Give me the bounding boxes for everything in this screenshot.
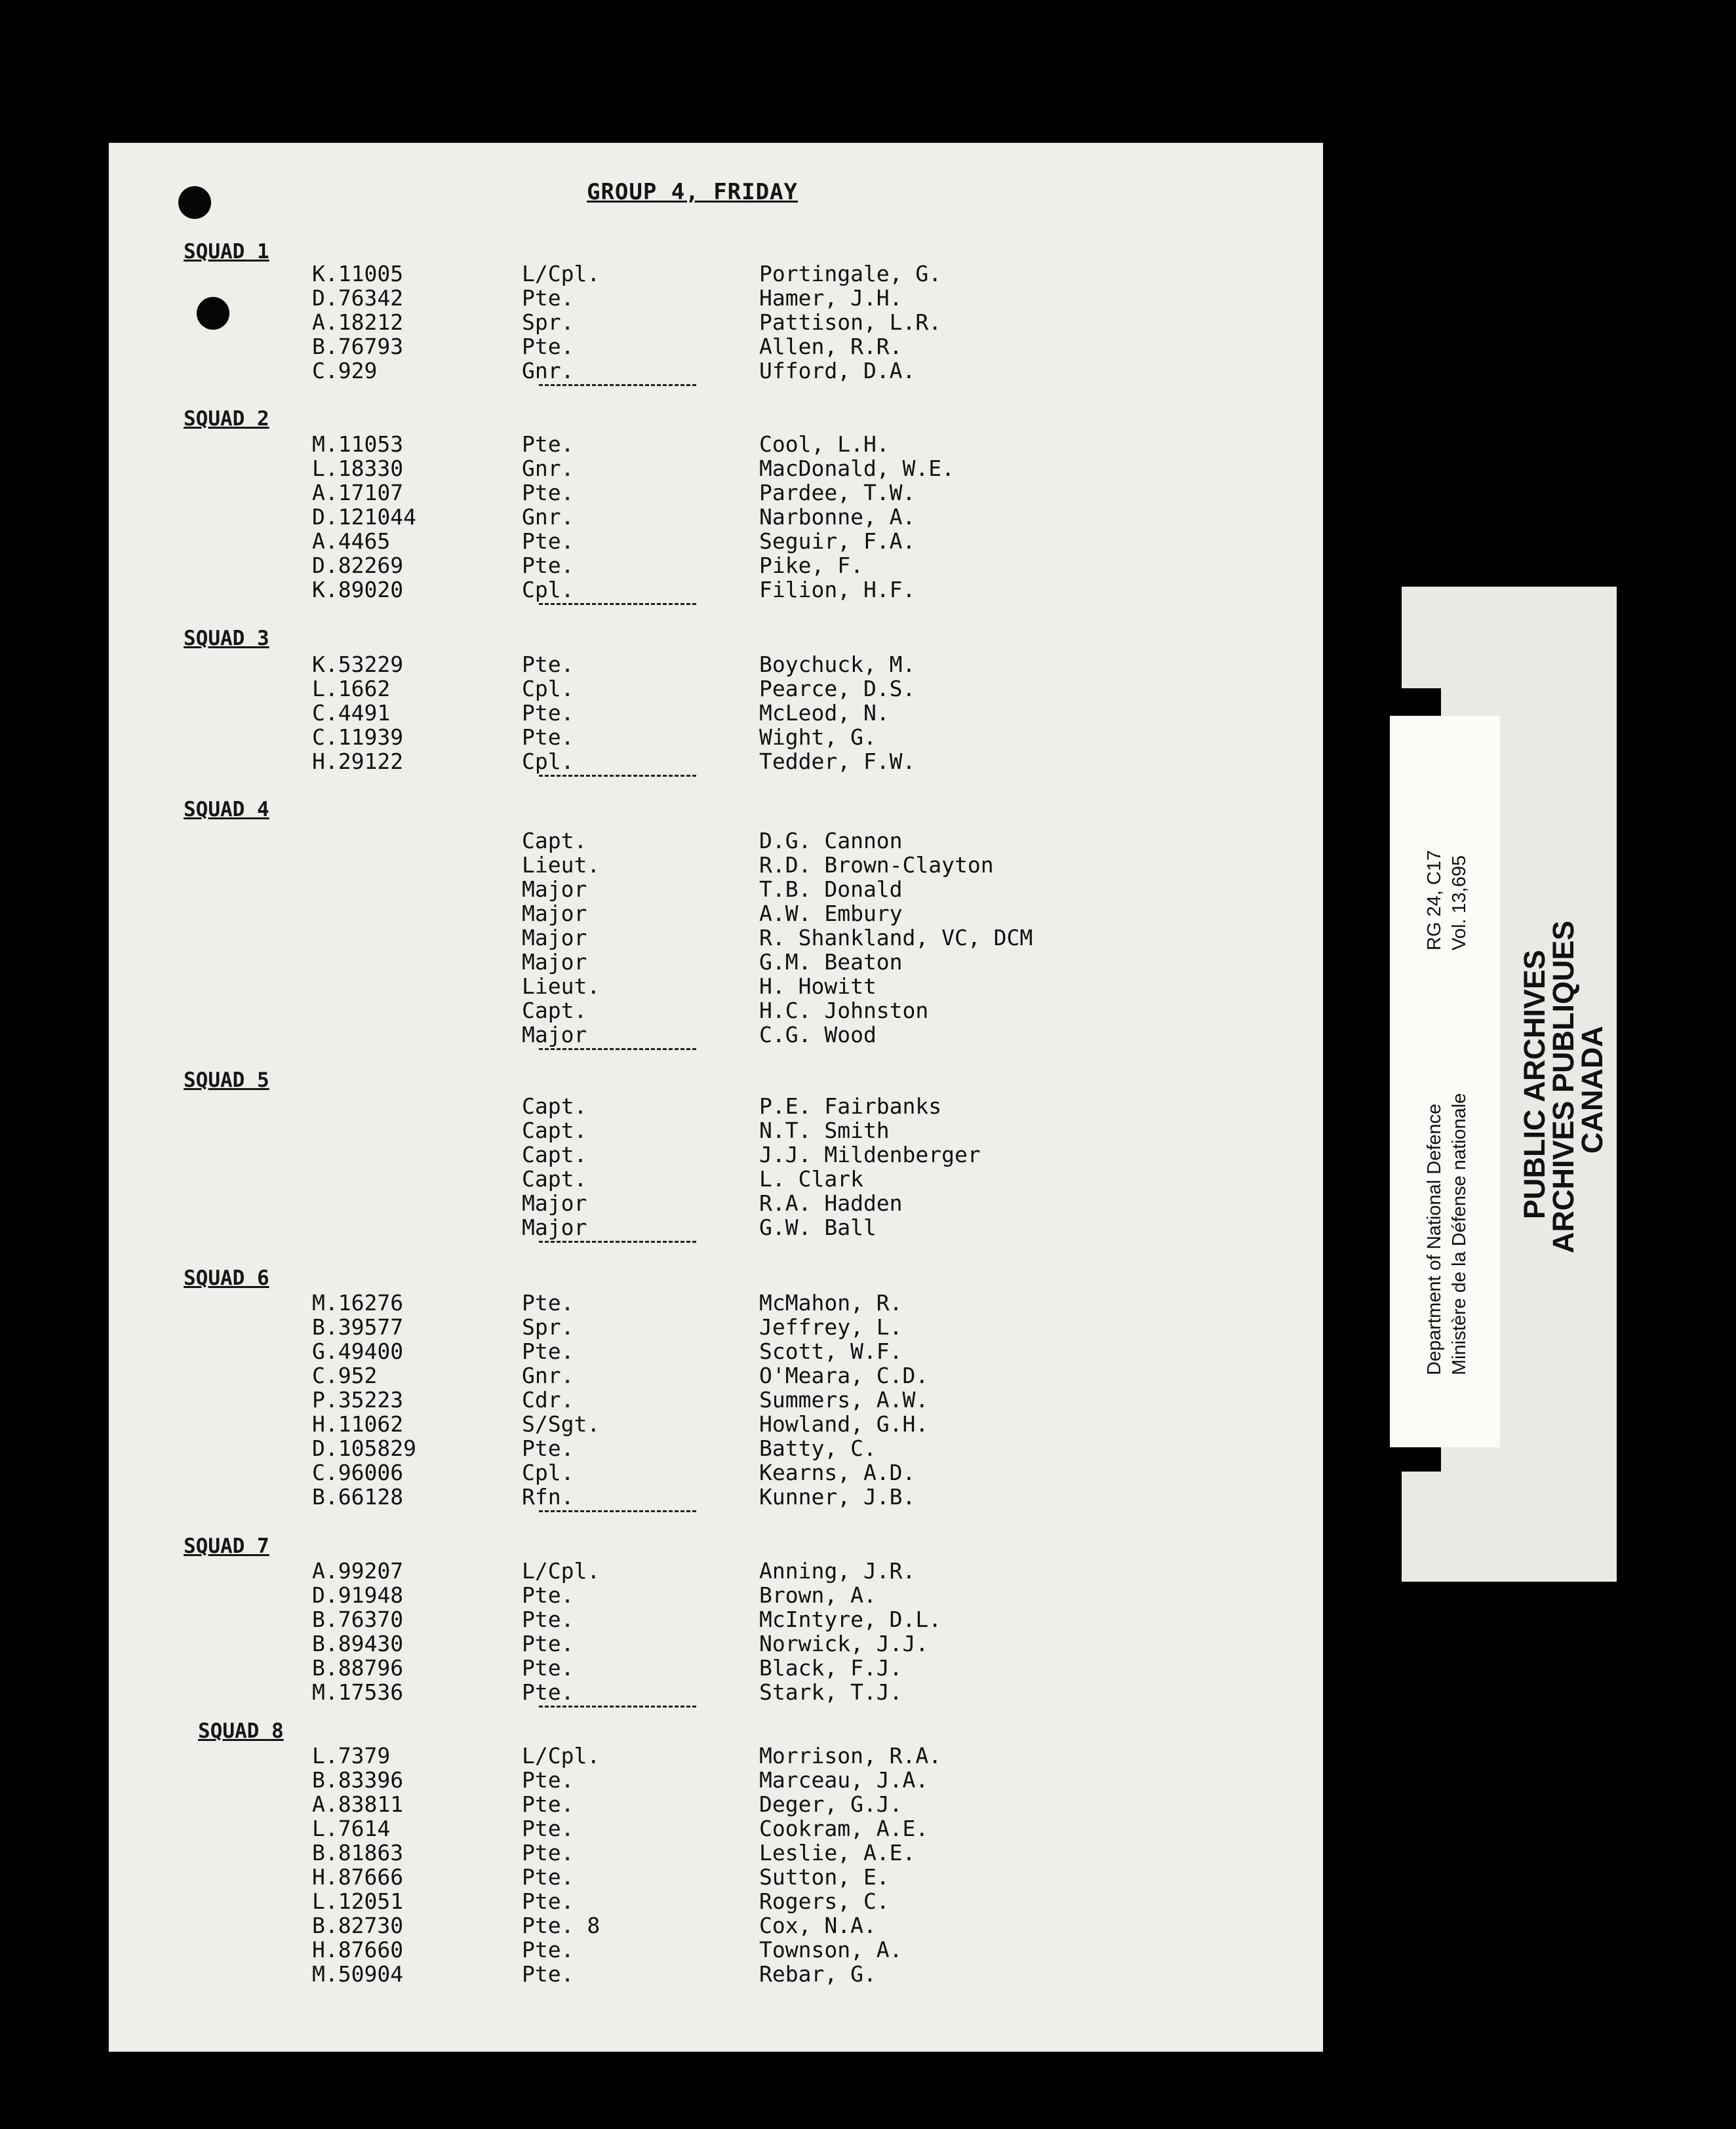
service-number: M.50904 <box>312 1961 404 1987</box>
member-name: D.G. Cannon <box>759 828 903 853</box>
member-name: Sutton, E. <box>759 1864 890 1890</box>
rank: Cpl. <box>522 1460 574 1485</box>
service-number: B.83396 <box>312 1767 404 1793</box>
service-number: C.11939 <box>312 724 404 750</box>
rank: Pte. <box>522 652 574 677</box>
squad-separator <box>539 1241 696 1243</box>
rank: Pte. <box>522 1631 574 1656</box>
archive-reference-2: Vol. 13,695 <box>1449 855 1470 950</box>
member-name: R.D. Brown-Clayton <box>759 852 994 878</box>
member-name: Narbonne, A. <box>759 504 916 530</box>
rank: Spr. <box>522 1314 574 1340</box>
member-name: Hamer, J.H. <box>759 285 903 311</box>
rank: Capt. <box>522 1166 587 1192</box>
squad-label: SQUAD 1 <box>184 240 269 264</box>
service-number: C.96006 <box>312 1460 404 1485</box>
member-name: G.W. Ball <box>759 1215 877 1240</box>
service-number: A.18212 <box>312 309 404 335</box>
service-number: G.49400 <box>312 1338 404 1364</box>
member-name: Leslie, A.E. <box>759 1840 916 1865</box>
service-number: D.91948 <box>312 1582 404 1608</box>
service-number: L.7614 <box>312 1816 391 1841</box>
rank: Pte. <box>522 431 574 457</box>
service-number: C.4491 <box>312 700 391 726</box>
service-number: L.7379 <box>312 1743 391 1768</box>
rank: Capt. <box>522 1118 587 1143</box>
member-name: Marceau, J.A. <box>759 1767 929 1793</box>
archive-name-en: PUBLIC ARCHIVES <box>1518 950 1551 1219</box>
squad-separator <box>539 775 696 777</box>
rank: Pte. <box>522 1961 574 1987</box>
rank: Pte. <box>522 480 574 505</box>
member-name: H.C. Johnston <box>759 998 929 1023</box>
member-name: McMahon, R. <box>759 1290 903 1316</box>
squad-separator <box>539 1706 696 1708</box>
service-number: C.929 <box>312 358 378 383</box>
squad-label: SQUAD 8 <box>198 1719 284 1743</box>
squad-separator <box>539 1048 696 1050</box>
rank: Cdr. <box>522 1387 574 1413</box>
rank: Pte. <box>522 1436 574 1461</box>
rank: Pte. <box>522 700 574 726</box>
service-number: L.18330 <box>312 456 404 481</box>
rank: Pte. <box>522 528 574 554</box>
rank: Capt. <box>522 998 587 1023</box>
rank: Rfn. <box>522 1484 574 1510</box>
punch-hole <box>197 297 229 330</box>
service-number: A.83811 <box>312 1791 404 1817</box>
service-number: B.82730 <box>312 1913 404 1938</box>
rank: Pte. <box>522 285 574 311</box>
member-name: P.E. Fairbanks <box>759 1093 942 1119</box>
rank: Cpl. <box>522 676 574 701</box>
service-number: B.76370 <box>312 1607 404 1632</box>
member-name: Norwick, J.J. <box>759 1631 929 1656</box>
member-name: Stark, T.J. <box>759 1679 903 1705</box>
member-name: Cool, L.H. <box>759 431 890 457</box>
rank: Major <box>522 876 587 902</box>
member-name: Rogers, C. <box>759 1888 890 1914</box>
archive-name-fr: ARCHIVES PUBLIQUES <box>1547 920 1580 1253</box>
service-number: D.105829 <box>312 1436 416 1461</box>
member-name: Cookram, A.E. <box>759 1816 929 1841</box>
service-number: B.89430 <box>312 1631 404 1656</box>
dept-name-en: Department of National Defence <box>1424 1103 1445 1375</box>
document-page <box>109 143 1323 2052</box>
service-number: B.39577 <box>312 1314 404 1340</box>
member-name: MacDonald, W.E. <box>759 456 955 481</box>
service-number: D.82269 <box>312 553 404 578</box>
squad-separator <box>539 603 696 605</box>
rank: Pte. 8 <box>522 1913 601 1938</box>
rank: Pte. <box>522 553 574 578</box>
archive-country: CANADA <box>1575 1026 1609 1154</box>
member-name: Townson, A. <box>759 1937 903 1963</box>
rank: Gnr. <box>522 504 574 530</box>
rank: Gnr. <box>522 1363 574 1388</box>
squad-label: SQUAD 5 <box>184 1068 269 1092</box>
service-number: B.88796 <box>312 1655 404 1681</box>
member-name: Black, F.J. <box>759 1655 903 1681</box>
member-name: G.M. Beaton <box>759 949 903 975</box>
rank: Major <box>522 1022 587 1047</box>
member-name: Jeffrey, L. <box>759 1314 903 1340</box>
service-number: A.17107 <box>312 480 404 505</box>
rank: Spr. <box>522 309 574 335</box>
service-number: H.29122 <box>312 749 404 774</box>
rank: Pte. <box>522 1840 574 1865</box>
rank: Pte. <box>522 1791 574 1817</box>
rank: Capt. <box>522 828 587 853</box>
member-name: A.W. Embury <box>759 901 903 926</box>
member-name: R.A. Hadden <box>759 1190 903 1216</box>
service-number: L.1662 <box>312 676 391 701</box>
rank: Cpl. <box>522 577 574 602</box>
member-name: Pattison, L.R. <box>759 309 942 335</box>
member-name: Boychuck, M. <box>759 652 916 677</box>
squad-label: SQUAD 6 <box>184 1266 269 1290</box>
punch-hole <box>178 186 211 219</box>
member-name: Brown, A. <box>759 1582 877 1608</box>
service-number: K.11005 <box>312 261 404 286</box>
service-number: K.53229 <box>312 652 404 677</box>
service-number: D.76342 <box>312 285 404 311</box>
service-number: P.35223 <box>312 1387 404 1413</box>
member-name: Kearns, A.D. <box>759 1460 916 1485</box>
rank: Pte. <box>522 1767 574 1793</box>
rank: Pte. <box>522 1338 574 1364</box>
rank: Major <box>522 1190 587 1216</box>
member-name: Cox, N.A. <box>759 1913 877 1938</box>
member-name: R. Shankland, VC, DCM <box>759 925 1033 950</box>
rank: Pte. <box>522 1816 574 1841</box>
member-name: Scott, W.F. <box>759 1338 903 1364</box>
service-number: D.121044 <box>312 504 416 530</box>
member-name: N.T. Smith <box>759 1118 890 1143</box>
service-number: K.89020 <box>312 577 404 602</box>
member-name: McLeod, N. <box>759 700 890 726</box>
rank: Pte. <box>522 1937 574 1963</box>
rank: Pte. <box>522 1607 574 1632</box>
service-number: A.99207 <box>312 1558 404 1584</box>
member-name: McIntyre, D.L. <box>759 1607 942 1632</box>
service-number: H.11062 <box>312 1411 404 1437</box>
member-name: C.G. Wood <box>759 1022 877 1047</box>
service-number: A.4465 <box>312 528 391 554</box>
member-name: Howland, G.H. <box>759 1411 929 1437</box>
rank: L/Cpl. <box>522 1743 601 1768</box>
rank: Pte. <box>522 334 574 359</box>
service-number: B.66128 <box>312 1484 404 1510</box>
member-name: O'Meara, C.D. <box>759 1363 929 1388</box>
rank: Major <box>522 901 587 926</box>
rank: Gnr. <box>522 358 574 383</box>
rank: Pte. <box>522 1655 574 1681</box>
member-name: Pearce, D.S. <box>759 676 916 701</box>
service-number: M.17536 <box>312 1679 404 1705</box>
rank: Major <box>522 925 587 950</box>
service-number: B.76793 <box>312 334 404 359</box>
member-name: Portingale, G. <box>759 261 942 286</box>
document-title: GROUP 4, FRIDAY <box>586 179 799 205</box>
rank: Capt. <box>522 1142 587 1167</box>
member-name: Wight, G. <box>759 724 877 750</box>
squad-label: SQUAD 7 <box>184 1534 269 1558</box>
member-name: Ufford, D.A. <box>759 358 916 383</box>
dept-name-fr: Ministère de la Défense nationale <box>1449 1093 1470 1375</box>
member-name: Allen, R.R. <box>759 334 903 359</box>
rank: Gnr. <box>522 456 574 481</box>
member-name: Tedder, F.W. <box>759 749 916 774</box>
rank: Pte. <box>522 1679 574 1705</box>
member-name: Batty, C. <box>759 1436 877 1461</box>
service-number: M.11053 <box>312 431 404 457</box>
service-number: H.87666 <box>312 1864 404 1890</box>
rank: Lieut. <box>522 973 601 999</box>
member-name: Anning, J.R. <box>759 1558 916 1584</box>
member-name: Rebar, G. <box>759 1961 877 1987</box>
member-name: T.B. Donald <box>759 876 903 902</box>
rank: Lieut. <box>522 852 601 878</box>
service-number: M.16276 <box>312 1290 404 1316</box>
squad-separator <box>539 384 696 386</box>
member-name: Pike, F. <box>759 553 863 578</box>
rank: Cpl. <box>522 749 574 774</box>
service-number: L.12051 <box>312 1888 404 1914</box>
rank: L/Cpl. <box>522 1558 601 1584</box>
rank: Pte. <box>522 1888 574 1914</box>
rank: Pte. <box>522 1582 574 1608</box>
member-name: Seguir, F.A. <box>759 528 916 554</box>
member-name: Kunner, J.B. <box>759 1484 916 1510</box>
member-name: L. Clark <box>759 1166 863 1192</box>
member-name: Pardee, T.W. <box>759 480 916 505</box>
squad-separator <box>539 1510 696 1512</box>
member-name: Summers, A.W. <box>759 1387 929 1413</box>
member-name: Morrison, R.A. <box>759 1743 942 1768</box>
squad-label: SQUAD 2 <box>184 407 269 431</box>
member-name: H. Howitt <box>759 973 877 999</box>
rank: Pte. <box>522 1290 574 1316</box>
member-name: Filion, H.F. <box>759 577 916 602</box>
rank: Major <box>522 1215 587 1240</box>
squad-label: SQUAD 4 <box>184 798 269 821</box>
service-number: C.952 <box>312 1363 378 1388</box>
rank: Capt. <box>522 1093 587 1119</box>
archive-reference-1: RG 24, C17 <box>1424 850 1445 950</box>
rank: Major <box>522 949 587 975</box>
member-name: Deger, G.J. <box>759 1791 903 1817</box>
service-number: B.81863 <box>312 1840 404 1865</box>
rank: L/Cpl. <box>522 261 601 286</box>
service-number: H.87660 <box>312 1937 404 1963</box>
member-name: J.J. Mildenberger <box>759 1142 981 1167</box>
rank: Pte. <box>522 724 574 750</box>
rank: Pte. <box>522 1864 574 1890</box>
rank: S/Sgt. <box>522 1411 601 1437</box>
squad-label: SQUAD 3 <box>184 627 269 650</box>
